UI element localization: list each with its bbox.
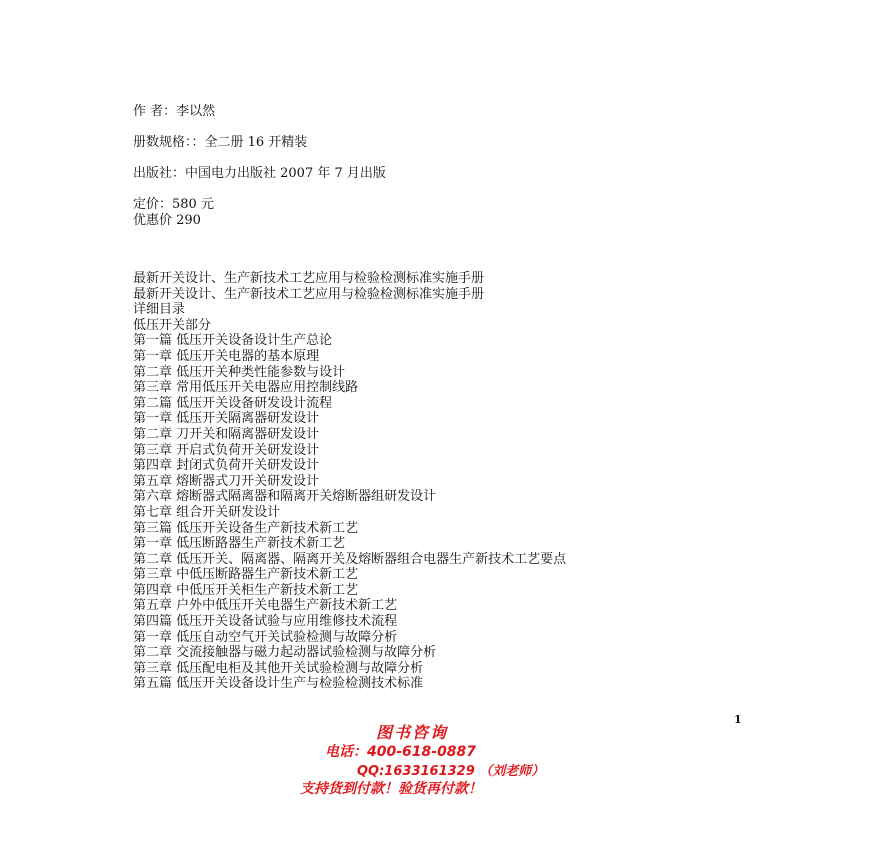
toc-line: 第五章 户外中低压开关电器生产新技术新工艺 (133, 598, 398, 614)
toc-line: 第二章 低压开关、隔离器、隔离开关及熔断器组合电器生产新技术工艺要点 (133, 551, 567, 567)
toc-line: 第三篇 低压开关设备生产新技术新工艺 (133, 520, 359, 536)
toc-line: 第一章 低压开关隔离器研发设计 (133, 411, 320, 427)
toc-line: 第一章 低压开关电器的基本原理 (133, 348, 320, 364)
ad-qq: QQ:1633161329 （刘老师） (357, 764, 545, 779)
toc-line: 第一章 低压断路器生产新技术新工艺 (133, 536, 346, 552)
toc-line: 第二章 交流接触器与磁力起动器试验检测与故障分析 (133, 645, 437, 661)
table-of-contents (133, 271, 566, 692)
ad-title: 图书咨询 (376, 723, 449, 742)
toc-line: 第二章 低压开关种类性能参数与设计 (133, 364, 346, 380)
publisher-line: 出版社：中国电力出版社 2007 年 7 月出版 (133, 166, 386, 181)
toc-line: 最新开关设计、生产新技术工艺应用与检验检测标准实施手册 (133, 271, 485, 286)
toc-line: 第三章 低压配电柜及其他开关试验检测与故障分析 (133, 660, 424, 676)
ad-phone: 电话：400-618-0887 (325, 744, 477, 760)
toc-line: 第四章 中低压开关柜生产新技术新工艺 (133, 582, 359, 598)
toc-line: 第四章 封闭式负荷开关研发设计 (133, 458, 320, 474)
toc-line: 第四篇 低压开关设备试验与应用维修技术流程 (133, 614, 398, 630)
toc-line: 第三章 中低压断路器生产新技术新工艺 (133, 567, 359, 583)
toc-line: 低压开关部分 (133, 317, 212, 333)
toc-line: 最新开关设计、生产新技术工艺应用与检验检测标准实施手册 (133, 286, 485, 302)
toc-line: 第七章 组合开关研发设计 (133, 504, 281, 520)
toc-line: 第六章 熔断器式隔离器和隔离开关熔断器组研发设计 (133, 489, 437, 505)
toc-line: 第三章 开启式负荷开关研发设计 (133, 442, 320, 458)
author-line: 作 者：李以然 (133, 104, 216, 119)
toc-line: 第二章 刀开关和隔离器研发设计 (133, 426, 320, 442)
toc-line: 第五章 熔断器式刀开关研发设计 (133, 473, 320, 489)
price-line: 定价：580 元 (133, 197, 214, 212)
toc-line: 详细目录 (133, 302, 186, 318)
toc-line: 第五篇 低压开关设备设计生产与检验检测技术标准 (133, 676, 424, 692)
toc-line: 第一章 低压自动空气开关试验检测与故障分析 (133, 629, 398, 645)
volumes-line: 册数规格：：全二册 16 开精装 (133, 135, 308, 150)
discount-line: 优惠价 290 (133, 213, 201, 228)
page-number: 1 (734, 713, 742, 726)
toc-line: 第一篇 低压开关设备设计生产总论 (133, 333, 333, 349)
toc-line: 第二篇 低压开关设备研发设计流程 (133, 395, 333, 411)
toc-line: 第三章 常用低压开关电器应用控制线路 (133, 380, 359, 396)
ad-payment-note: 支持货到付款！验货再付款！ (300, 781, 482, 797)
